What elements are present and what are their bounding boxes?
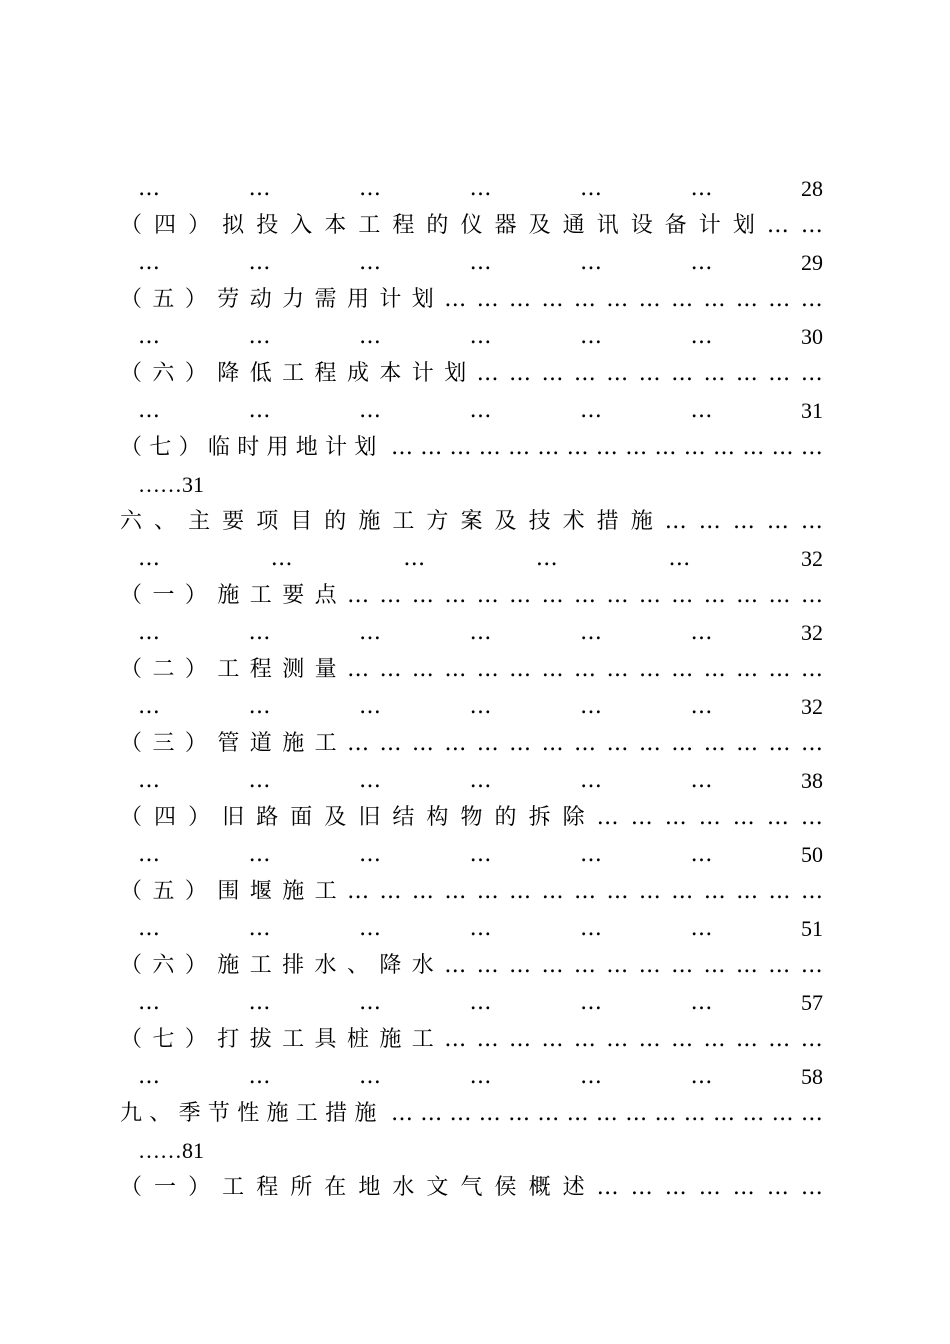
page-number: 30 (801, 324, 823, 349)
leader-dots: … (690, 250, 713, 275)
toc-entry[interactable] (120, 1169, 823, 1206)
page-number: ……81 (138, 1138, 204, 1163)
leader-dots: … (690, 620, 713, 645)
toc-entry[interactable] (120, 799, 823, 873)
leader-dots: … (469, 398, 492, 423)
leader-dots: … (580, 694, 602, 719)
leader-dots: … (580, 250, 602, 275)
toc-entry-title: （ 七 ） 临 时 用 地 计 划 … … … … … … … … … … … … … … … (120, 435, 823, 460)
leader-dots: … (580, 768, 602, 793)
leader-dots: … (690, 398, 713, 423)
leader-dots: … (138, 768, 160, 793)
leader-dots: … (138, 620, 160, 645)
leader-dots: … (690, 1064, 713, 1089)
leader-dots: … (359, 620, 381, 645)
page-number: 38 (801, 768, 823, 793)
toc-entry[interactable] (120, 651, 823, 725)
leader-dots: … (138, 250, 160, 275)
toc-entry-title: 九 、 季 节 性 施 工 措 施 … … … … … … … … … … … … … … … (120, 1101, 823, 1126)
page-number: 29 (801, 250, 823, 275)
leader-dots: … (469, 176, 492, 201)
leader-dots: … (469, 916, 492, 941)
leader-dots: … (359, 768, 381, 793)
leader-dots: … (359, 842, 381, 867)
leader-dots: … (690, 324, 713, 349)
toc-entry-title: 六 、 主 要 项 目 的 施 工 方 案 及 技 术 措 施 … … … … … (120, 509, 823, 534)
toc-entry-title: （ 六 ） 降 低 工 程 成 本 计 划 … … … … … … … … … … … (120, 361, 823, 386)
leader-dots: … (138, 694, 160, 719)
page-number: 28 (801, 176, 823, 201)
leader-dots: … (359, 694, 381, 719)
toc-entry[interactable] (120, 725, 823, 799)
leader-dots: … (469, 768, 492, 793)
leader-dots: … (690, 694, 713, 719)
leader-dots: … (580, 990, 602, 1015)
toc-entry[interactable] (120, 207, 823, 281)
leader-dots: … (469, 620, 492, 645)
leader-dots: … (690, 916, 713, 941)
page-number: ……31 (138, 472, 204, 497)
leader-dots: … (138, 398, 160, 423)
toc-entry[interactable] (120, 355, 823, 429)
leader-dots: … (248, 990, 271, 1015)
leader-dots: … (535, 546, 558, 571)
toc-entry-title: （ 七 ） 打 拔 工 具 桩 施 工 … … … … … … … … … … … … (120, 1027, 823, 1052)
toc-entry[interactable] (120, 503, 823, 577)
toc-entry-title: （ 四 ） 旧 路 面 及 旧 结 构 物 的 拆 除 … … … … … … … (120, 805, 823, 830)
leader-dots: … (248, 620, 271, 645)
leader-dots: … (690, 768, 713, 793)
leader-dots: … (138, 990, 160, 1015)
leader-dots: … (138, 546, 160, 571)
leader-dots: … (138, 324, 160, 349)
leader-dots: … (469, 250, 492, 275)
toc-entry-title: （ 六 ） 施 工 排 水 、 降 水 … … … … … … … … … … … … (120, 953, 823, 978)
leader-dots: … (359, 176, 381, 201)
leader-dots: … (580, 176, 602, 201)
leader-dots: … (359, 250, 381, 275)
leader-dots: … (469, 694, 492, 719)
toc-entry[interactable] (120, 577, 823, 651)
leader-dots: … (690, 842, 713, 867)
leader-dots: … (359, 1064, 381, 1089)
toc-entry-title: （ 三 ） 管 道 施 工 … … … … … … … … … … … … … … … (120, 731, 823, 756)
leader-dots: … (469, 842, 492, 867)
leader-dots: … (580, 842, 602, 867)
toc-entry[interactable] (120, 281, 823, 355)
toc-entry[interactable] (120, 1095, 823, 1169)
page-number: 58 (801, 1064, 823, 1089)
leader-dots: … (359, 398, 381, 423)
toc-entry-title: （ 五 ） 围 堰 施 工 … … … … … … … … … … … … … … … (120, 879, 823, 904)
leader-dots: … (580, 916, 602, 941)
leader-dots: … (270, 546, 293, 571)
toc-entry-title: （ 二 ） 工 程 测 量 … … … … … … … … … … … … … … … (120, 657, 823, 682)
leader-dots: … (469, 990, 492, 1015)
leader-dots: … (580, 620, 602, 645)
page-number: 31 (801, 398, 823, 423)
leader-dots: … (138, 176, 160, 201)
leader-dots: … (248, 768, 271, 793)
leader-dots: … (138, 1064, 160, 1089)
toc-entry[interactable] (120, 429, 823, 503)
leader-dots: … (469, 1064, 492, 1089)
leader-dots: … (580, 398, 602, 423)
leader-dots: … (248, 398, 271, 423)
toc-entry-title: （ 五 ） 劳 动 力 需 用 计 划 … … … … … … … … … … … … (120, 287, 823, 312)
page-number: 51 (801, 916, 823, 941)
leader-dots: … (248, 250, 271, 275)
toc-entry-title: （ 一 ） 施 工 要 点 … … … … … … … … … … … … … … … (120, 583, 823, 608)
leader-dots: … (580, 1064, 602, 1089)
leader-dots: … (248, 176, 271, 201)
page-number: 32 (800, 546, 823, 571)
leader-dots: … (248, 916, 271, 941)
table-of-contents (120, 170, 823, 1206)
leader-dots: … (248, 324, 271, 349)
toc-entry[interactable] (120, 947, 823, 1021)
leader-dots: … (403, 546, 426, 571)
toc-entry-title: （ 一 ） 工 程 所 在 地 水 文 气 侯 概 述 … … … … … … … (120, 1175, 823, 1200)
leader-dots: … (248, 1064, 271, 1089)
leader-dots: … (690, 990, 713, 1015)
leader-dots: … (469, 324, 492, 349)
page-number: 50 (801, 842, 823, 867)
toc-continuation (120, 170, 823, 207)
leader-dots: … (248, 694, 271, 719)
toc-entry[interactable] (120, 873, 823, 947)
leader-dots: … (359, 990, 381, 1015)
leader-dots: … (580, 324, 602, 349)
leader-dots: … (690, 176, 713, 201)
page-number: 32 (801, 620, 823, 645)
page-number: 32 (801, 694, 823, 719)
leader-dots: … (359, 916, 381, 941)
leader-dots: … (668, 546, 691, 571)
toc-entry[interactable] (120, 1021, 823, 1095)
toc-entry-title: （ 四 ） 拟 投 入 本 工 程 的 仪 器 及 通 讯 设 备 计 划 … … (120, 213, 823, 238)
leader-dots: … (248, 842, 271, 867)
page-number: 57 (801, 990, 823, 1015)
leader-dots: … (359, 324, 381, 349)
leader-dots: … (138, 842, 160, 867)
leader-dots: … (138, 916, 160, 941)
